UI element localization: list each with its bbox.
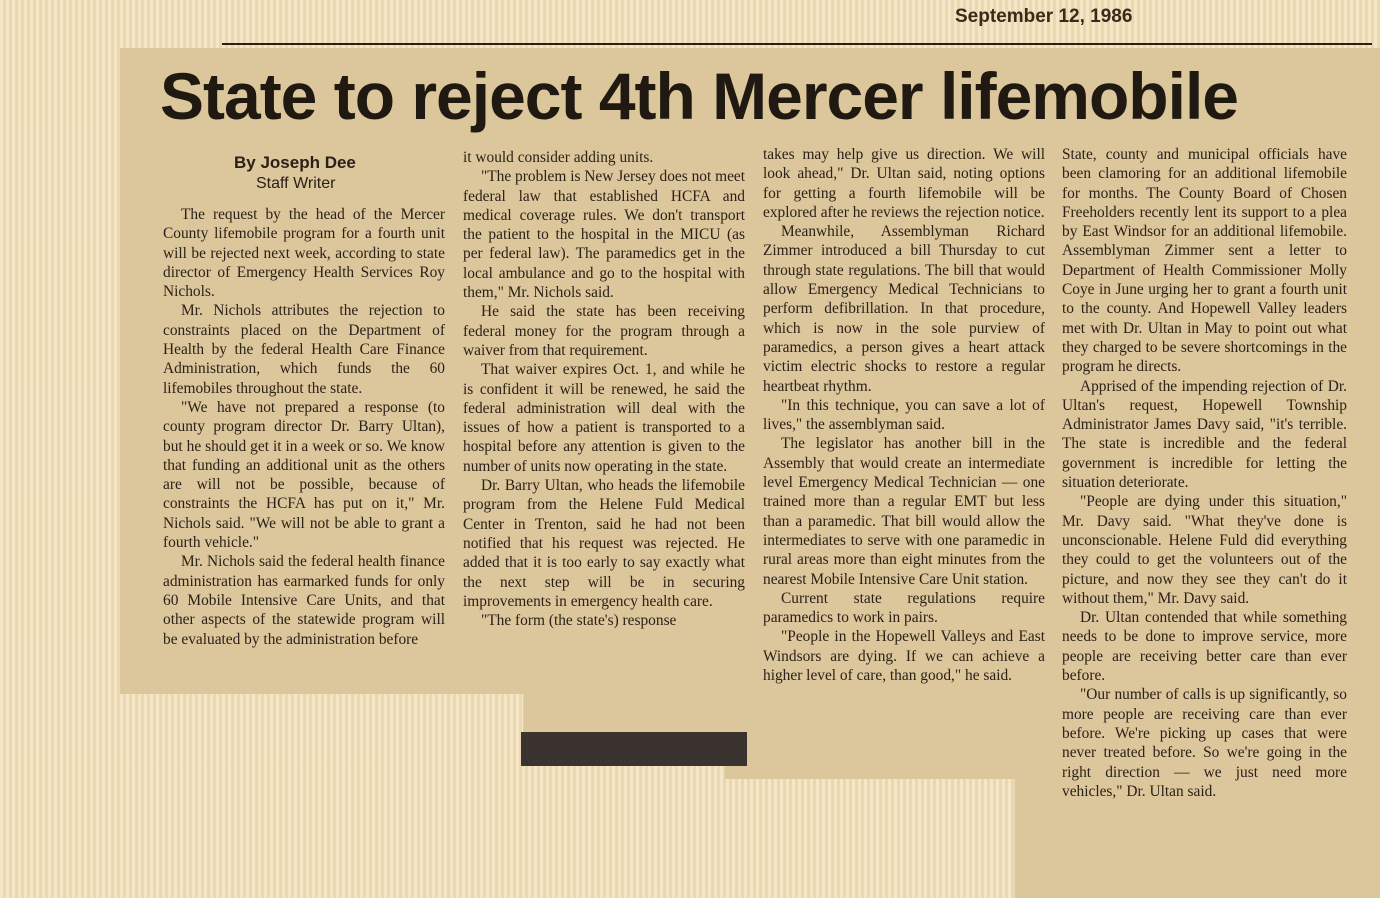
paragraph: "People in the Hopewell Valleys and East Windsors are dying. If we can achieve a higher level of care, than good," he said. xyxy=(763,628,1045,685)
article-column-1 xyxy=(163,205,445,649)
tape-residue xyxy=(1010,820,1050,890)
paragraph: The legislator has another bill in the Assembly that would create an intermediate level Emergency Medical Technician — one trained more than a regular EMT but less than a paramedic. That bill would allow the intermediates to serve with one paramedic in rural areas more than eight minutes from the nearest Mobile Intensive Care Unit station. xyxy=(763,435,1045,588)
article-column-2 xyxy=(463,148,745,630)
paragraph: Mr. Nichols attributes the rejection to constraints placed on the Department of Health by the federal Health Care Finance Administration, which funds the 60 lifemobiles throughout the state. xyxy=(163,302,445,397)
publication-date: September 12, 1986 xyxy=(955,6,1133,27)
headline: State to reject 4th Mercer lifemobile xyxy=(160,59,1239,133)
paragraph: The request by the head of the Mercer County lifemobile program for a fourth unit will be rejected next week, according to state director of Emergency Health Services Roy Nichols. xyxy=(163,206,445,301)
paragraph: "The form (the state's) response xyxy=(481,612,677,630)
paragraph: State, county and municipal officials have been clamoring for an additional lifemobile for months. The County Board of Chosen Freeholders recently lent its support to a plea by East Windsor for an additional lifemobile. Assemblyman Zimmer sent a letter to Department of Health Commissioner Molly Coye in June urging her to grant a fourth unit to the county. And Hopewell Valley leaders met with Dr. Ultan in May to point out what they charged to be severe shortcomings in the program he directs. xyxy=(1062,146,1347,376)
paragraph: Mr. Nichols said the federal health finance administration has earmarked funds for only 60 Mobile Intensive Care Units, and that other aspects of the statewide program will be evaluated by the administration before xyxy=(163,553,445,648)
article-column-4 xyxy=(1062,145,1347,801)
paragraph: Dr. Ultan contended that while something needs to be done to improve service, more people are receiving better care than ever before. xyxy=(1062,609,1347,685)
paragraph: Meanwhile, Assemblyman Richard Zimmer introduced a bill Thursday to cut through state regulations. The bill that would allow Emergency Medical Technicians to perform defibrillation. In that procedure, which is now in the sole purview of paramedics, a person gives a heart attack victim electric shocks to restore a regular heartbeat rhythm. xyxy=(763,223,1045,395)
paragraph: "Our number of calls is up significantly, so more people are receiving care than ever before. We're picking up cases that were never treated before. So we're going in the right direction — we just need more vehicles," Dr. Ultan said. xyxy=(1062,686,1347,800)
header-rule xyxy=(222,43,1372,45)
paragraph: takes may help give us direction. We will look ahead," Dr. Ultan said, noting options for getting a fourth lifemobile will be explored after he reviews the rejection notice. xyxy=(763,146,1045,221)
paragraph: He said the state has been receiving federal money for the program through a waiver from that requirement. xyxy=(463,303,745,359)
paragraph: "The problem is New Jersey does not meet federal law that established HCFA and medical coverage rules. We don't transport the patient to the hospital in the MICU (as per federal law). The paramedics get in the local ambulance and go to the hospital with them," Mr. Nichols said. xyxy=(463,168,746,302)
paragraph: "In this technique, you can save a lot of lives," the assemblyman said. xyxy=(763,396,1045,434)
paragraph: it would consider adding units. xyxy=(463,149,654,166)
paragraph: Current state regulations require paramedics to work in pairs. xyxy=(763,589,1045,627)
paragraph: Dr. Barry Ultan, who heads the lifemobile program from the Helene Fuld Medical Center in Trenton, said he had not been notified that his request was rejected. He added that it is too early to say exactly what the next step will be in securing improvements in emergency health care. xyxy=(463,477,745,610)
paragraph: "We have not prepared a response (to county program director Dr. Barry Ultan), but he should get it in a week or so. We know that funding an additional unit as the others are will not be possible, because of constraints the HCFA has put on it," Mr. Nichols said. "We will not be able to grant a fourth vehicle." xyxy=(163,398,445,552)
paragraph: That waiver expires Oct. 1, and while he is confident it will be renewed, he said the federal administration will deal with the issues of how a patient is transported to a hospital before any attention is given to the number of units now operating in the state. xyxy=(463,361,745,475)
byline xyxy=(234,152,356,194)
byline-author: By Joseph Dee xyxy=(234,153,356,172)
byline-role: Staff Writer xyxy=(256,175,336,192)
paragraph: "People are dying under this situation," Mr. Davy said. "What they've done is unconscionable. Helene Fuld did everything they could to get the volunteers out of the picture, and now they see they can't do it without them," Mr. Davy said. xyxy=(1062,493,1347,607)
torn-photo-strip xyxy=(521,732,747,766)
article-column-3 xyxy=(763,145,1045,685)
paragraph: Apprised of the impending rejection of Dr. Ultan's request, Hopewell Township Administrator James Davy said, "it's terrible. The state is incredible and the federal government is incredible for letting the situation deteriorate. xyxy=(1062,377,1347,492)
